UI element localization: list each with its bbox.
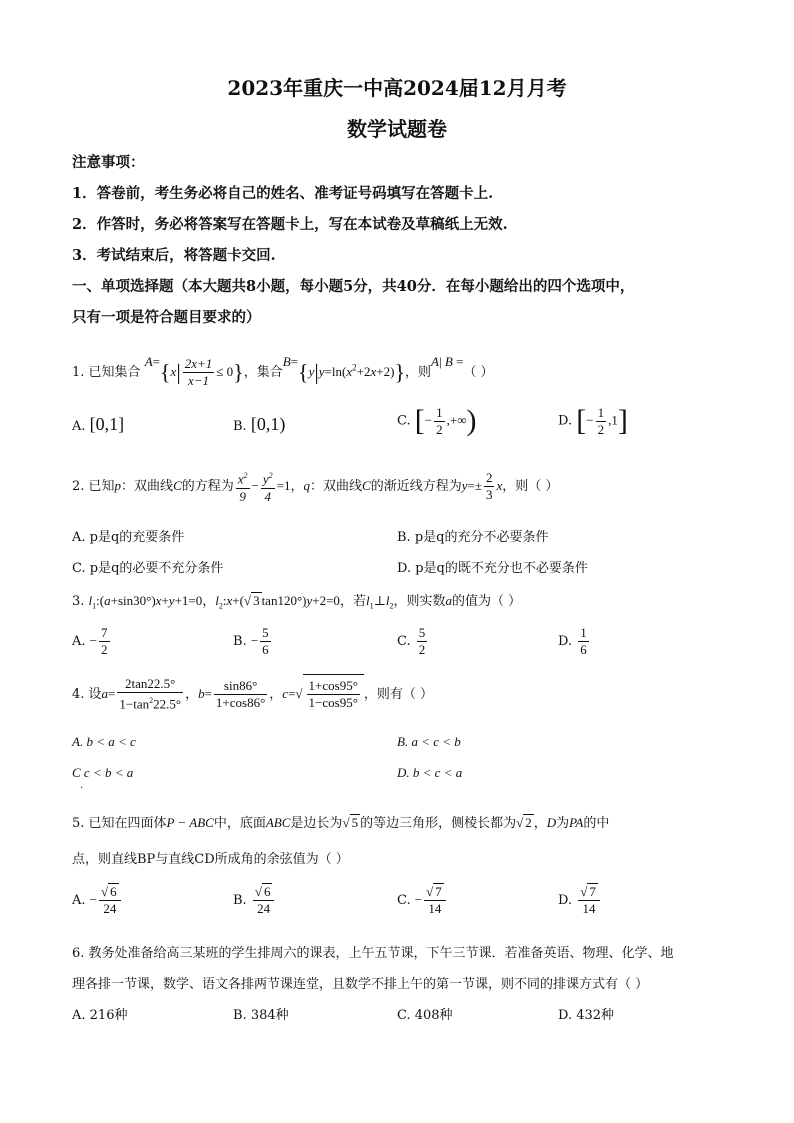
q5-option-d: D. $\frac{√ 7}{14}$	[558, 884, 602, 917]
q6-option-b: B. 384种	[233, 1008, 289, 1023]
note-1: 1．答卷前，考生务必将自己的姓名、准考证号码填写在答题卡上.	[72, 185, 494, 202]
q5-option-a: A. − $\frac{√ 6}{24}$	[72, 884, 123, 917]
question-5-line-2: 点，则直线BP与直线CD所成角的余弦值为（ ）	[72, 852, 349, 867]
question-4: 4. 设a= $\frac{2\tan 22.5^\circ}{1-\tan^222.5^\circ}$ ，b= $\frac{\sin 86^\circ}{1+\cos 86^\circ}$ ，c=√ $\frac{1+\cos 95^\circ}{1-\cos 95^\circ}$ ，则有（ ）	[72, 674, 433, 715]
q3-text-1: 3.	[72, 594, 85, 609]
q1-blank: （ ）	[463, 365, 494, 380]
question-3: 3. $l_1:(a+\sin 30^\circ)x+y+1=0$，$l_2:x+(√$ 3 tan120°)y+2=0，若$l_1\perp l_2$，则实数a的值为（ ）	[72, 593, 522, 611]
q3-option-c: C. $\frac{5}{2}$	[397, 625, 426, 657]
q1-option-c: C. [− $\frac{1}{2}$ ,+∞)	[397, 404, 477, 437]
q5-text-a: 5. 已知在四面体	[72, 816, 167, 831]
q4-text-1: 4. 设	[72, 687, 102, 702]
question-6-line-1: 6. 教务处准备给高三某班的学生排周六的课表，上午五节课，下午三节课．若准备英语、物理、化学、地	[72, 946, 674, 961]
q4-option-b: B. a < c < b	[397, 734, 461, 749]
q5-text-b: 中，底面	[213, 816, 266, 831]
q2-option-a: A. p是q的充要条件	[72, 530, 185, 545]
q1-option-d: D. [− $\frac{1}{2}$ ,1]	[558, 404, 628, 437]
q4-text-2: ，则有（ ）	[363, 687, 434, 702]
q3-option-d: D. $\frac{1}{6}$	[558, 625, 587, 657]
q5-option-c: C. − $\frac{√ 7}{14}$	[397, 884, 448, 917]
q1-option-b-label: B.	[233, 419, 247, 434]
q5-text-d: 的等边三角形，侧棱长都为	[360, 816, 517, 831]
note-3: 3．考试结束后，将答题卡交回.	[72, 247, 276, 264]
exam-subtitle: 数学试题卷	[347, 117, 447, 141]
q5-text-e: 为	[556, 816, 570, 831]
question-1: 1. 已知集合 A={x| $\frac{2x+1}{x-1}$ ≤ 0}，集合$B=\{y|y=\ln(x^2+2x+2)\}$，则A| B =（ ）	[72, 354, 494, 388]
q2-text-2: ：双曲线	[121, 479, 174, 494]
q2-option-c: C. p是q的必要不充分条件	[72, 561, 224, 576]
notes-heading: 注意事项：	[72, 154, 145, 171]
q2-text-4: ：双曲线	[310, 479, 363, 494]
q1-option-a-label: A.	[72, 419, 86, 434]
q3-text-4: 的值为（ ）	[451, 594, 522, 609]
q4-option-d: D. b < c < a	[397, 765, 463, 780]
q3-text-3: ，则实数	[393, 594, 446, 609]
stray-dot: .	[80, 780, 84, 791]
question-5-line-1: 5. 已知在四面体P − ABC中，底面ABC是边长为√ 5 的等边三角形，侧棱长都为√ 2 ，D为PA的中	[72, 815, 610, 831]
question-2: 2. 已知p：双曲线C的方程为 $\frac{x^2}{9}$ − $\frac{y^2}{4}$ =1，q：双曲线C的渐近线方程为y=± $\frac{2}{3}$ x，则（ ）	[72, 470, 559, 504]
q6-option-d: D. 432种	[558, 1008, 615, 1023]
q1-option-a: A. [0,1]	[72, 414, 125, 434]
q2-text-6: ，则（ ）	[502, 479, 559, 494]
q5-option-b: B. $\frac{√ 6}{24}$	[233, 884, 276, 917]
q1-mid: ，集合	[243, 365, 283, 380]
q2-text-3: 的方程为	[181, 479, 234, 494]
q3-text-2: ，若	[339, 594, 366, 609]
q4-option-a: A. b < a < c	[72, 734, 136, 749]
q1-option-b: B. [0,1)	[233, 414, 286, 434]
section1-heading: 一、单项选择题（本大题共8小题，每小题5分，共40分．在每小题给出的四个选项中，	[72, 278, 635, 295]
q5-text-c: 是边长为	[290, 816, 343, 831]
q1-suffix: ，则	[405, 365, 432, 380]
q6-option-a: A. 216种	[72, 1008, 128, 1023]
q1-option-c-label: C.	[397, 413, 411, 429]
note-2: 2．作答时，务必将答案写在答题卡上，写在本试卷及草稿纸上无效.	[72, 216, 508, 233]
q2-text-1: 2. 已知	[72, 479, 115, 494]
section1-heading-cont: 只有一项是符合题目要求的）	[72, 309, 261, 326]
q2-option-b: B. p是q的充分不必要条件	[397, 530, 549, 545]
q3-option-a: A. − $\frac{7}{2}$	[72, 625, 108, 657]
q1-prefix: 1. 已知集合	[72, 365, 141, 380]
q1-option-d-label: D.	[558, 413, 573, 429]
question-6-line-2: 理各排一节课，数学、语文各排两节课连堂，且数学不排上午的第一节课，则不同的排课方式有（ ）	[72, 977, 649, 992]
q2-option-d: D. p是q的既不充分也不必要条件	[397, 561, 588, 576]
q6-option-c: C. 408种	[397, 1008, 453, 1023]
q2-text-5: 的渐近线方程为	[370, 479, 462, 494]
q4-option-c: C c < b < a	[72, 765, 134, 780]
q5-text-f: 的中	[583, 816, 610, 831]
exam-title: 2023年重庆一中高2024届12月月考	[227, 76, 567, 100]
q3-option-b: B. − $\frac{5}{6}$	[233, 625, 269, 657]
